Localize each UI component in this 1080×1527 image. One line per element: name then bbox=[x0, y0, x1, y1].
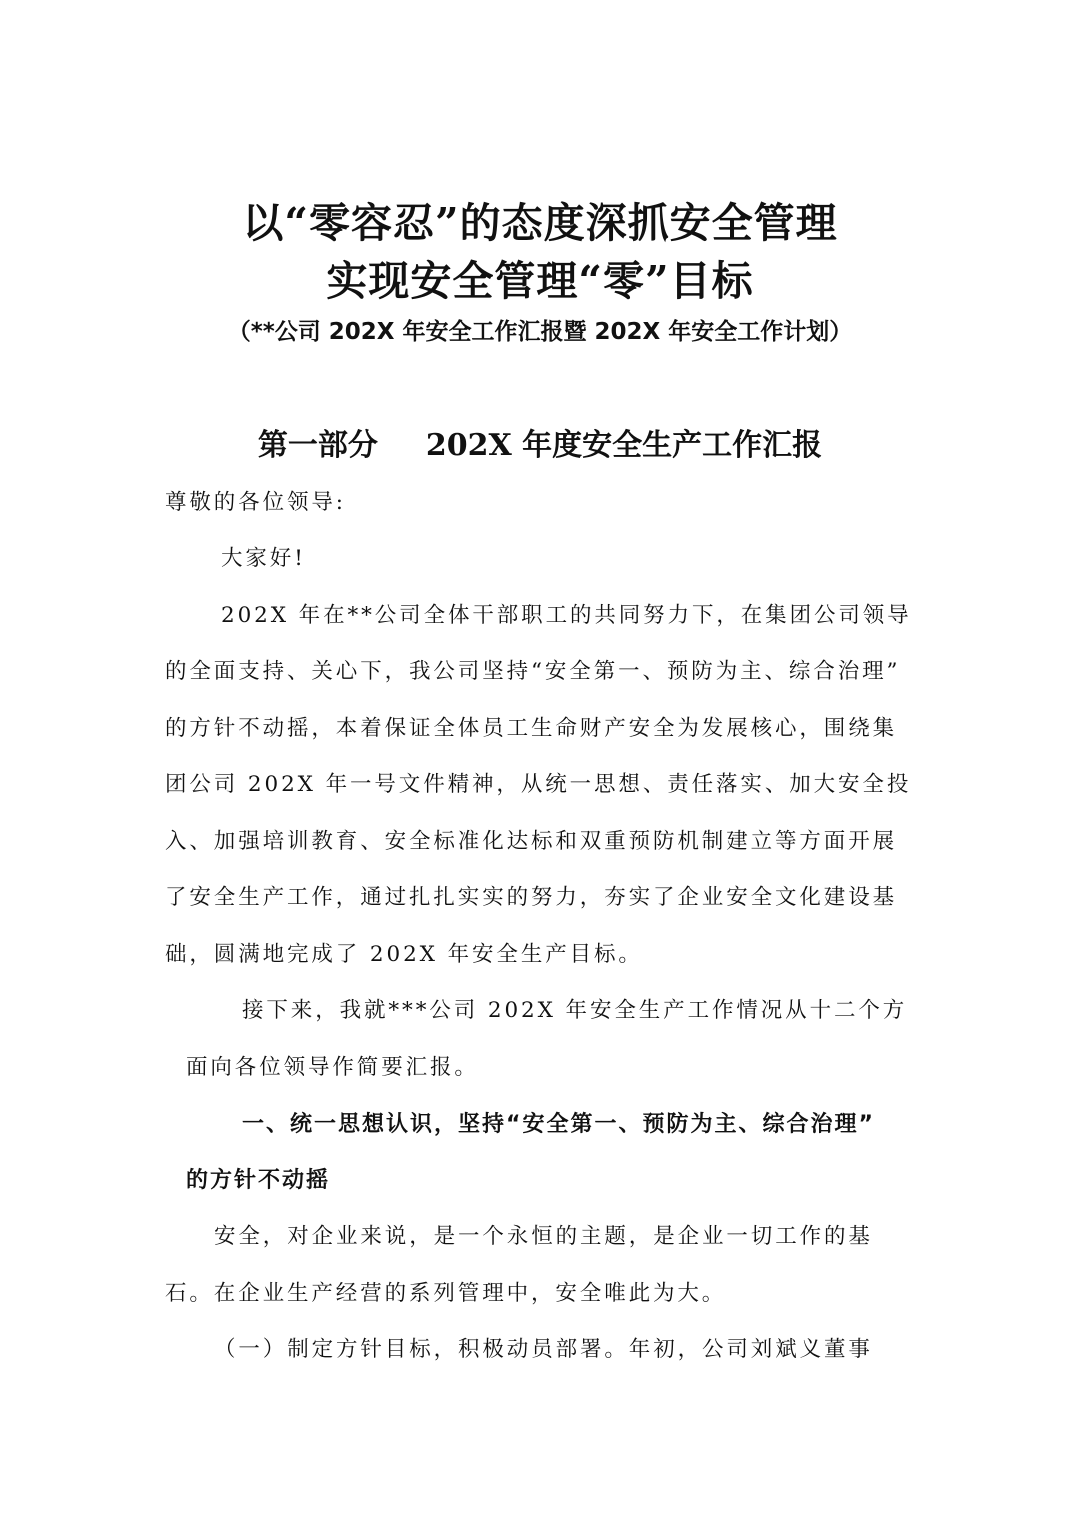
hello-line: 大家好! bbox=[221, 546, 306, 571]
para3-line: 石。在企业生产经营的系列管理中，安全唯此为大。 bbox=[165, 1281, 727, 1306]
part-title: 202X 年度安全生产工作汇报 bbox=[425, 428, 823, 463]
para1-line: 的方针不动摇，本着保证全体员工生命财产安全为发展核心，围绕集 bbox=[165, 716, 898, 741]
para1-line: 的全面支持、关心下，我公司坚持“安全第一、预防为主、综合治理” bbox=[165, 659, 901, 684]
para1-line: 了安全生产工作，通过扎扎实实的努力，夯实了企业安全文化建设基 bbox=[165, 885, 898, 910]
greeting: 尊敬的各位领导: bbox=[165, 490, 346, 515]
para1-line: 入、加强培训教育、安全标准化达标和双重预防机制建立等方面开展 bbox=[165, 829, 898, 854]
document-title-line-1: 以“零容忍”的态度深抓安全管理 bbox=[242, 199, 838, 247]
para2-line: 接下来，我就***公司 202X 年安全生产工作情况从十二个方 bbox=[242, 998, 908, 1023]
para3-line: 安全，对企业来说，是一个永恒的主题，是企业一切工作的基 bbox=[214, 1224, 873, 1249]
document-subtitle: （**公司 202X 年安全工作汇报暨 202X 年安全工作计划） bbox=[227, 319, 853, 345]
para2-line: 面向各位领导作简要汇报。 bbox=[186, 1055, 479, 1080]
part-heading bbox=[0, 420, 1080, 464]
part-label: 第一部分 bbox=[257, 428, 378, 463]
para4-line: （一）制定方针目标，积极动员部署。年初，公司刘斌义董事 bbox=[214, 1337, 873, 1362]
document-title-line-2: 实现安全管理“零”目标 bbox=[326, 257, 754, 305]
para1-line: 团公司 202X 年一号文件精神，从统一思想、责任落实、加大安全投 bbox=[165, 772, 912, 797]
section1-heading-line: 一、统一思想认识，坚持“安全第一、预防为主、综合治理” bbox=[242, 1112, 875, 1137]
section1-heading-line: 的方针不动摇 bbox=[186, 1168, 331, 1193]
para1-line: 202X 年在**公司全体干部职工的共同努力下，在集团公司领导 bbox=[221, 603, 912, 628]
para1-line: 础，圆满地完成了 202X 年安全生产目标。 bbox=[165, 942, 643, 967]
